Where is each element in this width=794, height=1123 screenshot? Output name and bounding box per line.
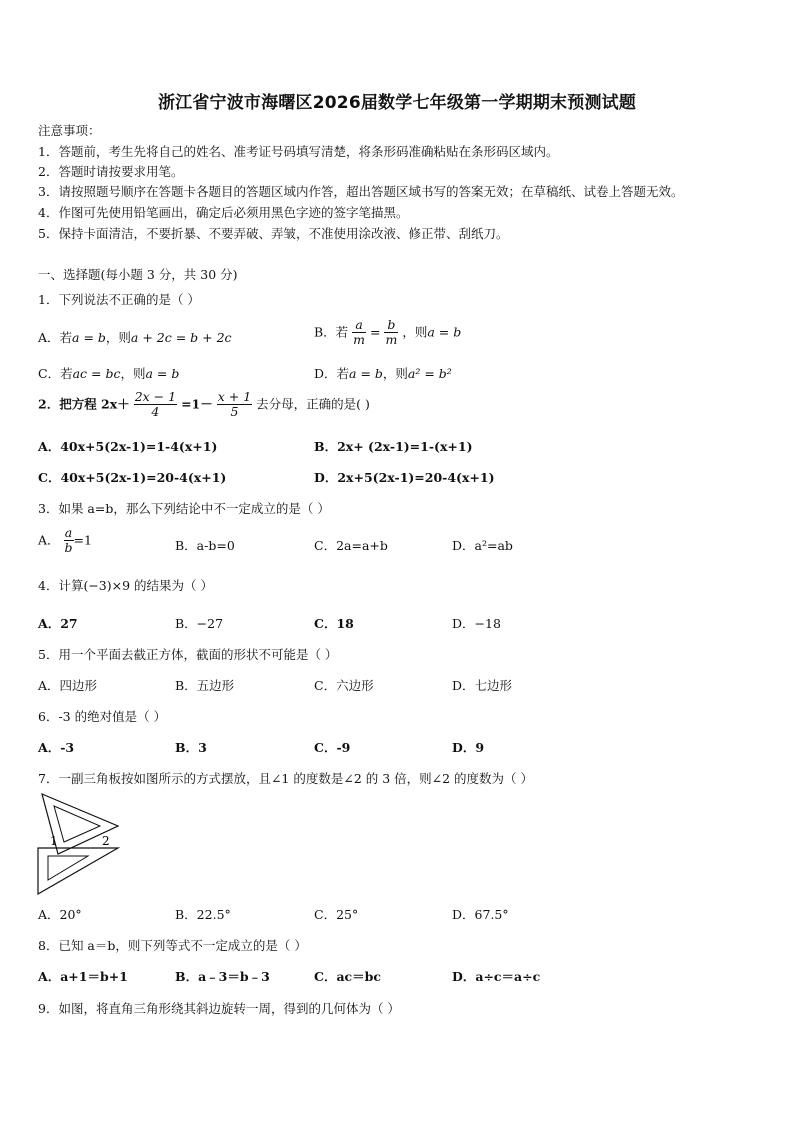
question-8-stem: 8．已知 a＝b，则下列等式不一定成立的是（ ） bbox=[38, 938, 307, 953]
question-8-option-d: D．a÷c＝a÷c bbox=[452, 969, 541, 984]
question-9-stem: 9．如图，将直角三角形绕其斜边旋转一周，得到的几何体为（ ） bbox=[38, 1001, 400, 1016]
notice-item-2: 2．答题时请按要求用笔。 bbox=[38, 164, 184, 179]
question-8-option-b: B．a﹣3＝b﹣3 bbox=[175, 969, 270, 984]
question-2-stem: 2．把方程 2x＋ $\frac{2x - 1}{4}$ =1－ $\frac{x + 1}{5}$ 去分母，正确的是( ) bbox=[38, 389, 370, 420]
fraction: $\frac{a}{b}$ bbox=[64, 525, 73, 556]
question-7-stem: 7．一副三角板按如图所示的方式摆放，且∠1 的度数是∠2 的 3 倍，则∠2 的度数为（ ） bbox=[38, 771, 534, 786]
exam-title: 浙江省宁波市海曙区2026届数学七年级第一学期期末预测试题 bbox=[157, 93, 637, 113]
question-4-option-c: C．18 bbox=[314, 616, 354, 631]
question-3-option-b: B．a-b=0 bbox=[175, 538, 235, 553]
question-1-option-b: B．若 $\frac{a}{m}$ = $\frac{b}{m}$ ，则a = b bbox=[314, 317, 462, 348]
question-1-stem: 1．下列说法不正确的是（ ） bbox=[38, 292, 200, 307]
question-3-option-a: A． $\frac{a}{b}$ =1 bbox=[38, 525, 92, 556]
question-1-option-c: C．若ac = bc，则a = b bbox=[38, 366, 180, 381]
question-3-stem: 3．如果 a=b，那么下列结论中不一定成立的是（ ） bbox=[38, 501, 330, 516]
angle-2-label: 2 bbox=[102, 834, 110, 848]
notice-item-1: 1．答题前，考生先将自己的姓名、准考证号码填写清楚，将条形码准确粘贴在条形码区域内。 bbox=[38, 144, 559, 159]
question-7-option-a: A．20° bbox=[38, 907, 82, 922]
question-6-option-b: B．3 bbox=[175, 740, 207, 755]
set-squares-figure bbox=[36, 792, 128, 898]
question-7-option-c: C．25° bbox=[314, 907, 359, 922]
notice-item-5: 5．保持卡面清洁，不要折暴、不要弄破、弄皱，不准使用涂改液、修正带、刮纸刀。 bbox=[38, 226, 509, 241]
section-heading: 一、选择题(每小题 3 分，共 30 分) bbox=[38, 267, 238, 282]
fraction: $\frac{x + 1}{5}$ bbox=[217, 389, 252, 420]
question-3-option-c: C．2a=a+b bbox=[314, 538, 388, 553]
question-1-option-d: D．若a = b，则a² = b² bbox=[314, 366, 452, 381]
question-5-option-a: A．四边形 bbox=[38, 678, 98, 693]
question-7-option-d: D．67.5° bbox=[452, 907, 509, 922]
question-5-option-d: D．七边形 bbox=[452, 678, 513, 693]
notice-item-4: 4．作图可先使用铅笔画出，确定后必须用黑色字迹的签字笔描黑。 bbox=[38, 205, 409, 220]
question-5-stem: 5．用一个平面去截正方体，截面的形状不可能是（ ） bbox=[38, 647, 338, 662]
notice-heading: 注意事项： bbox=[38, 123, 101, 138]
question-1-option-a: A．若a = b，则a + 2c = b + 2c bbox=[38, 330, 232, 345]
fraction: $\frac{a}{m}$ bbox=[353, 317, 366, 348]
question-6-stem: 6．-3 的绝对值是（ ） bbox=[38, 709, 167, 724]
question-2-option-d: D．2x+5(2x-1)=20-4(x+1) bbox=[314, 470, 495, 485]
question-8-option-c: C．ac＝bc bbox=[314, 969, 382, 984]
question-4-option-b: B．−27 bbox=[175, 616, 224, 631]
question-2-option-c: C．40x+5(2x-1)=20-4(x+1) bbox=[38, 470, 227, 485]
question-4-option-a: A．27 bbox=[38, 616, 78, 631]
angle-1-label: 1 bbox=[50, 834, 58, 848]
question-6-option-d: D．9 bbox=[452, 740, 485, 755]
question-6-option-c: C．-9 bbox=[314, 740, 351, 755]
question-2-option-b: B．2x+ (2x-1)=1-(x+1) bbox=[314, 439, 473, 454]
fraction: $\frac{2x - 1}{4}$ bbox=[134, 389, 177, 420]
fraction: $\frac{b}{m}$ bbox=[385, 317, 398, 348]
question-5-option-c: C．六边形 bbox=[314, 678, 374, 693]
question-7-option-b: B．22.5° bbox=[175, 907, 231, 922]
question-4-stem: 4．计算(−3)×9 的结果为（ ） bbox=[38, 578, 214, 593]
question-2-option-a: A．40x+5(2x-1)=1-4(x+1) bbox=[38, 439, 218, 454]
notice-item-3: 3．请按照题号顺序在答题卡各题目的答题区域内作答，超出答题区域书写的答案无效；在草稿纸、试卷上答题无效。 bbox=[38, 184, 684, 199]
question-6-option-a: A．-3 bbox=[38, 740, 75, 755]
question-5-option-b: B．五边形 bbox=[175, 678, 235, 693]
question-3-option-d: D．a²=ab bbox=[452, 538, 513, 553]
question-8-option-a: A．a+1＝b+1 bbox=[38, 969, 128, 984]
question-4-option-d: D．−18 bbox=[452, 616, 501, 631]
